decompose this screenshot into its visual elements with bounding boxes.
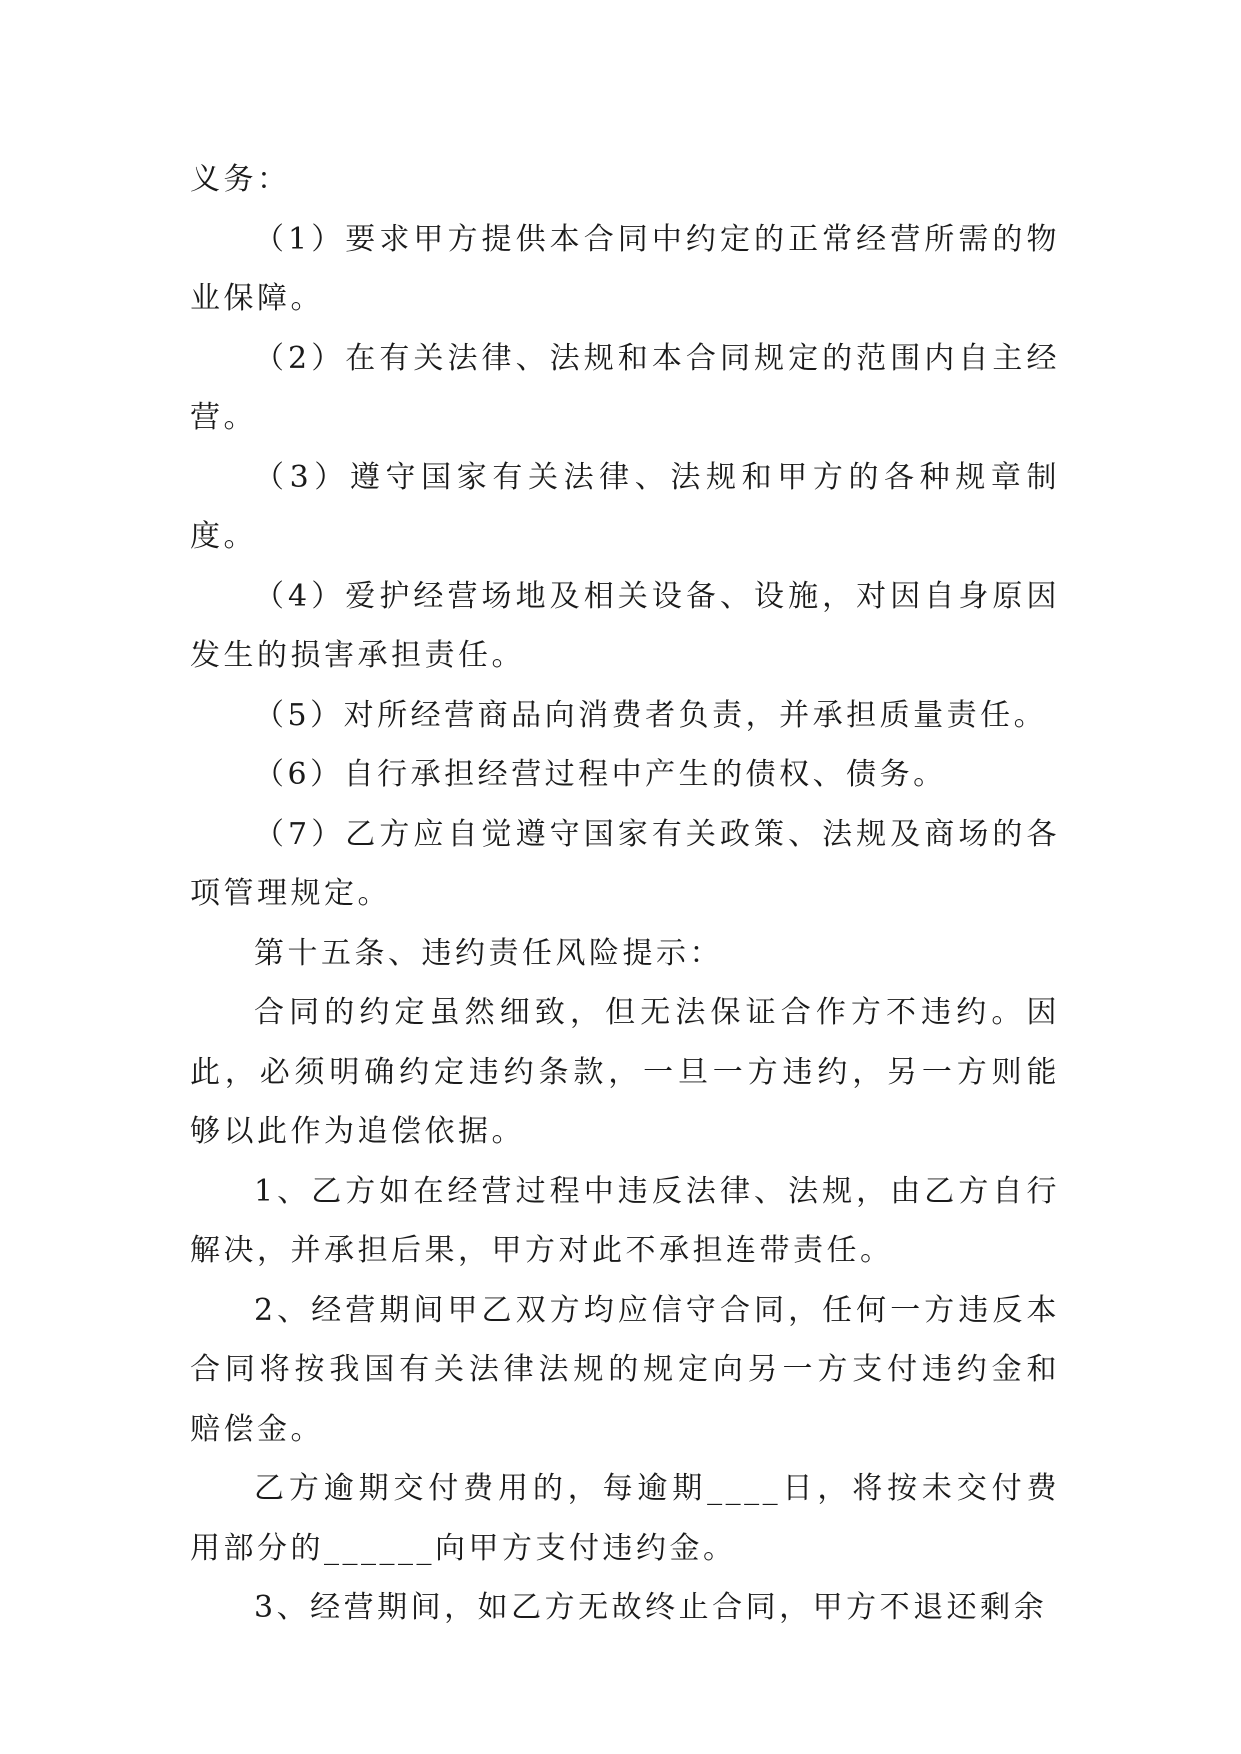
paragraph-clause-2: 2、经营期间甲乙双方均应信守合同，任何一方违反本合同将按我国有关法律法规的规定向另一方支付违约金和赔偿金。 [190,1292,1060,1447]
paragraph-item-6: （6）自行承担经营过程中产生的债权、债务。 [254,757,947,792]
paragraph-item-2: （2）在有关法律、法规和本合同规定的范围内自主经营。 [190,340,1060,435]
paragraph-item-3: （3）遵守国家有关法律、法规和甲方的各种规章制度。 [190,459,1060,554]
paragraph-clause-3: 3、经营期间，如乙方无故终止合同，甲方不退还剩余 [254,1590,1048,1625]
paragraph-obligations-heading: 义务： [190,162,291,197]
paragraph-item-7: （7）乙方应自觉遵守国家有关政策、法规及商场的各项管理规定。 [190,816,1060,911]
paragraph-risk-notice: 合同的约定虽然细致，但无法保证合作方不违约。因此，必须明确约定违约条款，一旦一方违约，另一方则能够以此作为追偿依据。 [190,995,1060,1149]
paragraph-item-4: （4）爱护经营场地及相关设备、设施，对因自身原因发生的损害承担责任。 [190,578,1060,673]
section-heading-article-15: 第十五条、违约责任风险提示： [254,935,723,971]
paragraph-item-1: （1）要求甲方提供本合同中约定的正常经营所需的物业保障。 [190,221,1060,316]
paragraph-clause-1: 1、乙方如在经营过程中违反法律、法规，由乙方自行解决，并承担后果，甲方对此不承担连带责任。 [190,1173,1060,1268]
document-body [190,150,1060,1638]
paragraph-item-5: （5）对所经营商品向消费者负责，并承担质量责任。 [254,697,1048,733]
paragraph-late-payment: 乙方逾期交付费用的，每逾期____日，将按未交付费用部分的______向甲方支付违约金。 [190,1471,1060,1566]
